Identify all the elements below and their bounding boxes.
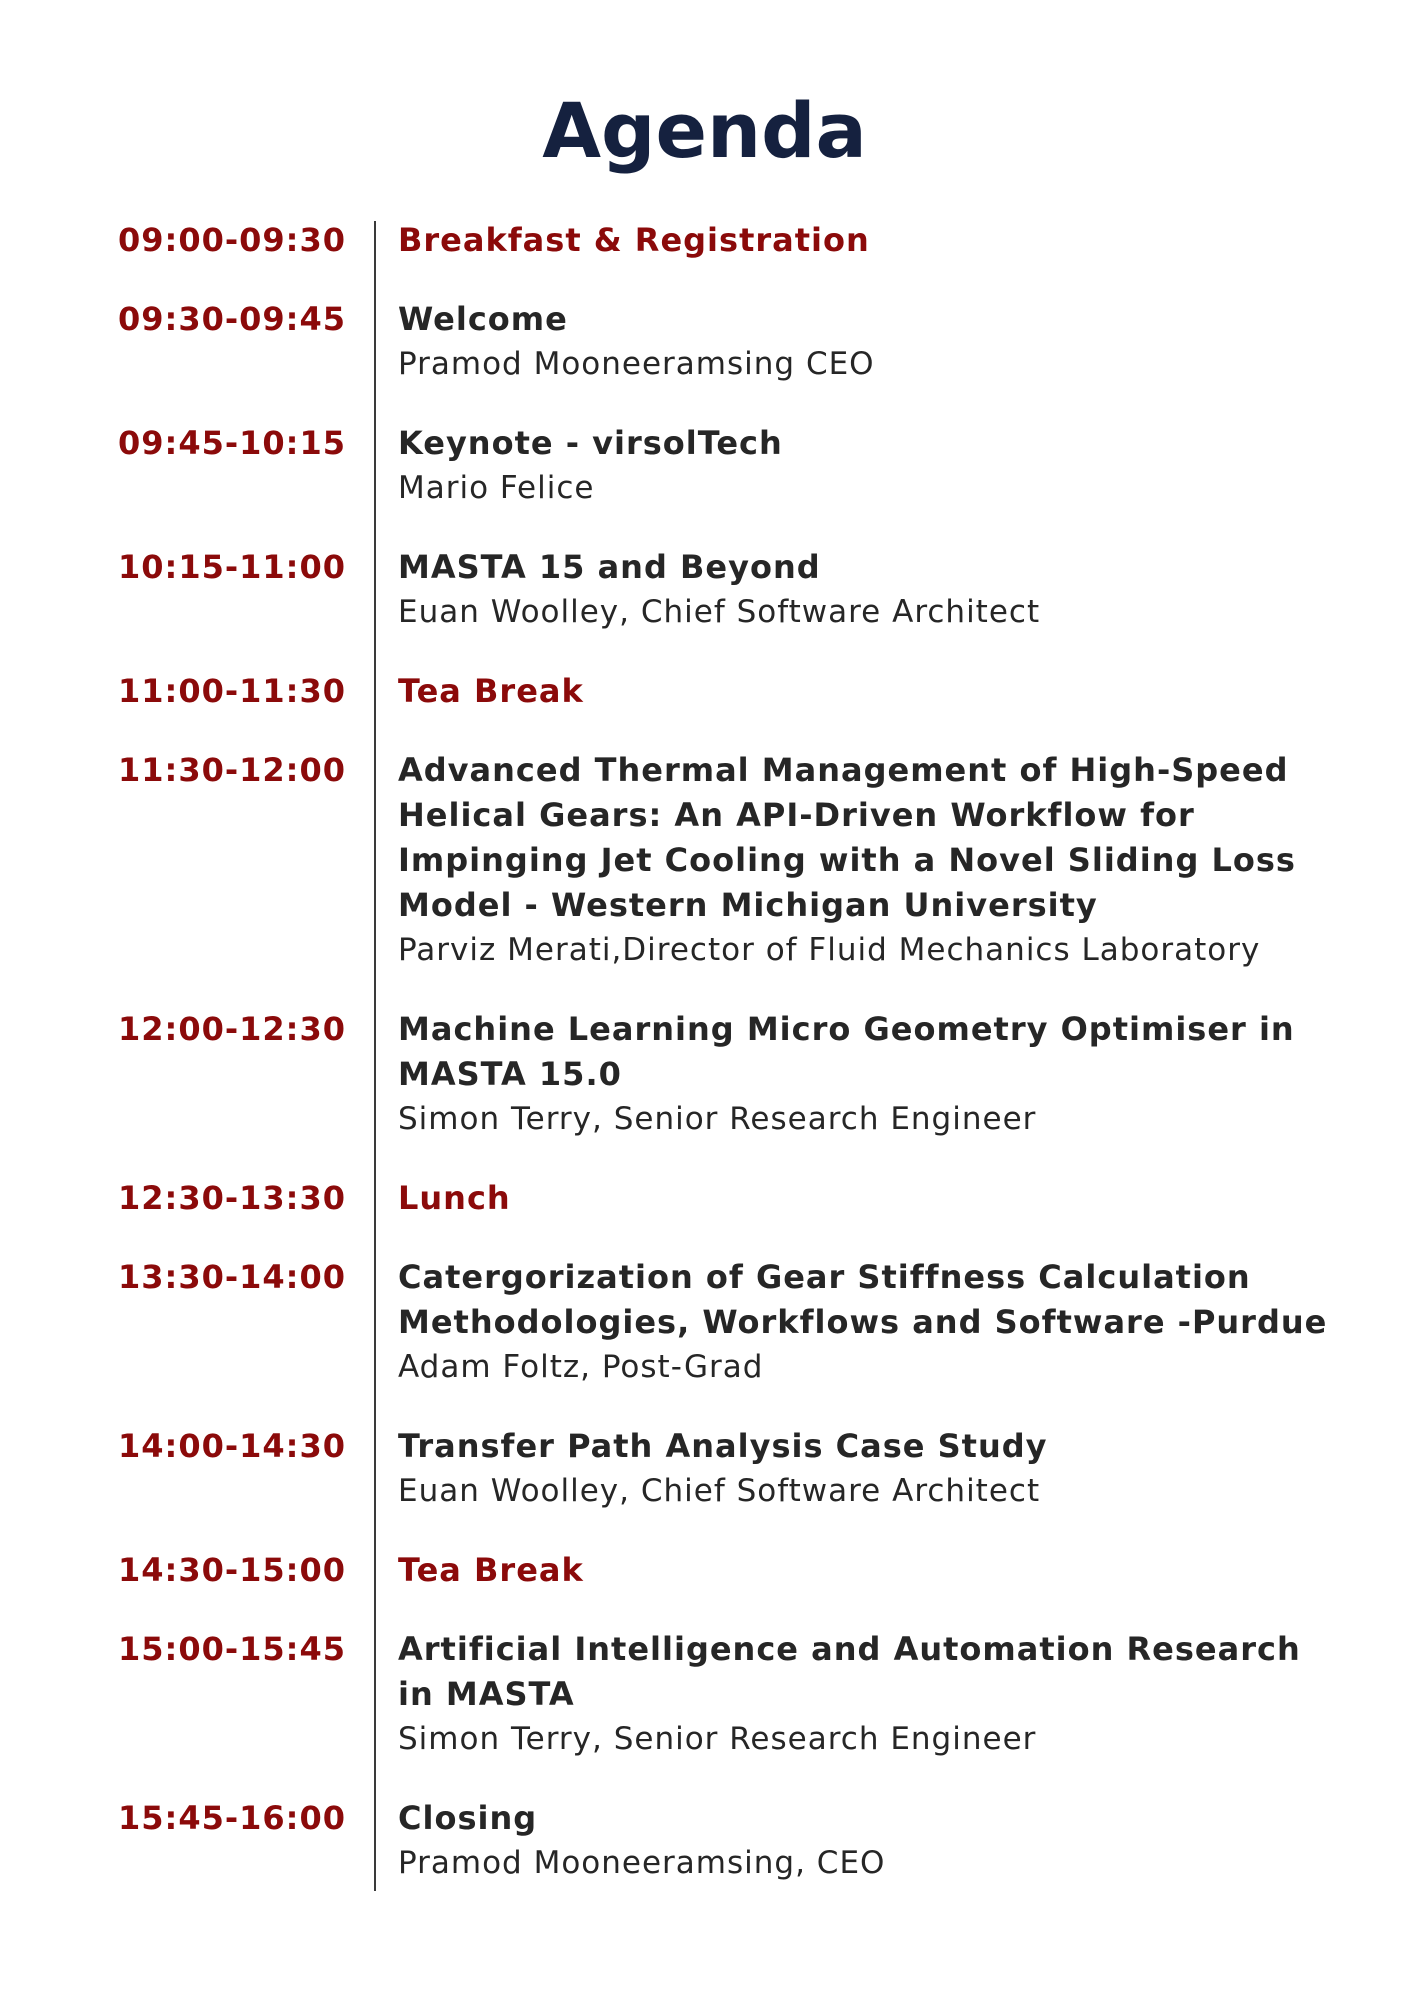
break-title: Lunch: [398, 1179, 511, 1217]
session-block: [398, 421, 1338, 511]
session-title: Catergorization of Gear Stiffness Calculation Methodologies, Workflows and Software -Purdue: [398, 1258, 1328, 1341]
session-block: [398, 545, 1338, 635]
agenda-item: [0, 218, 1409, 263]
session-speaker: Simon Terry, Senior Research Engineer: [398, 1721, 1037, 1757]
agenda-item: [0, 1424, 1409, 1514]
time-slot: 11:00-11:30: [118, 672, 346, 710]
session-speaker: Simon Terry, Senior Research Engineer: [398, 1101, 1037, 1137]
time-slot: 11:30-12:00: [118, 751, 346, 789]
session-speaker: Pramod Mooneeramsing CEO: [398, 346, 875, 382]
time-slot: 09:45-10:15: [118, 424, 346, 462]
time-slot: 14:00-14:30: [118, 1427, 346, 1465]
time-slot: 13:30-14:00: [118, 1258, 346, 1296]
agenda-list: [0, 218, 1409, 1920]
time-slot: 09:00-09:30: [118, 221, 346, 259]
agenda-item: [0, 1176, 1409, 1221]
session-block: [398, 297, 1338, 387]
agenda-item: [0, 1548, 1409, 1593]
session-title: Artificial Intelligence and Automation Research in MASTA: [398, 1630, 1301, 1713]
session-block: [398, 1424, 1338, 1514]
session-speaker: Euan Woolley, Chief Software Architect: [398, 1473, 1041, 1509]
agenda-item: [0, 421, 1409, 511]
session-speaker: Adam Foltz, Post-Grad: [398, 1349, 764, 1385]
break-title: Tea Break: [398, 1551, 584, 1589]
time-slot: 14:30-15:00: [118, 1551, 346, 1589]
agenda-item: [0, 748, 1409, 973]
break-title: Tea Break: [398, 672, 584, 710]
session-title: Welcome: [398, 300, 568, 338]
session-block: [398, 1548, 1338, 1593]
session-title: Keynote - virsolTech: [398, 424, 783, 462]
time-slot: 15:45-16:00: [118, 1799, 346, 1837]
session-block: [398, 669, 1338, 714]
time-slot: 12:00-12:30: [118, 1010, 346, 1048]
agenda-item: [0, 1007, 1409, 1142]
time-slot: 15:00-15:45: [118, 1630, 346, 1668]
time-slot: 10:15-11:00: [118, 548, 346, 586]
agenda-item: [0, 1627, 1409, 1762]
session-block: [398, 218, 1338, 263]
agenda-item: [0, 297, 1409, 387]
agenda-item: [0, 669, 1409, 714]
page-title: Agenda: [542, 85, 867, 175]
session-speaker: Pramod Mooneeramsing, CEO: [398, 1845, 886, 1881]
break-title: Breakfast & Registration: [398, 221, 870, 259]
session-speaker: Mario Felice: [398, 470, 595, 506]
agenda-item: [0, 1796, 1409, 1886]
session-block: [398, 1255, 1338, 1390]
session-block: [398, 1007, 1338, 1142]
agenda-item: [0, 1255, 1409, 1390]
session-title: Transfer Path Analysis Case Study: [398, 1427, 1048, 1465]
session-title: Closing: [398, 1799, 538, 1837]
session-block: [398, 1176, 1338, 1221]
time-slot: 09:30-09:45: [118, 300, 346, 338]
session-speaker: Parviz Merati,Director of Fluid Mechanics Laboratory: [398, 932, 1261, 968]
session-block: [398, 1627, 1338, 1762]
session-title: MASTA 15 and Beyond: [398, 548, 821, 586]
session-title: Advanced Thermal Management of High-Speed Helical Gears: An API-Driven Workflow for Impinging Jet Cooling with a Novel Sliding Loss Model - Western Michigan University: [398, 751, 1296, 924]
session-speaker: Euan Woolley, Chief Software Architect: [398, 594, 1041, 630]
agenda-item: [0, 545, 1409, 635]
session-block: [398, 748, 1338, 973]
session-title: Machine Learning Micro Geometry Optimiser in MASTA 15.0: [398, 1010, 1295, 1093]
time-slot: 12:30-13:30: [118, 1179, 346, 1217]
session-block: [398, 1796, 1338, 1886]
